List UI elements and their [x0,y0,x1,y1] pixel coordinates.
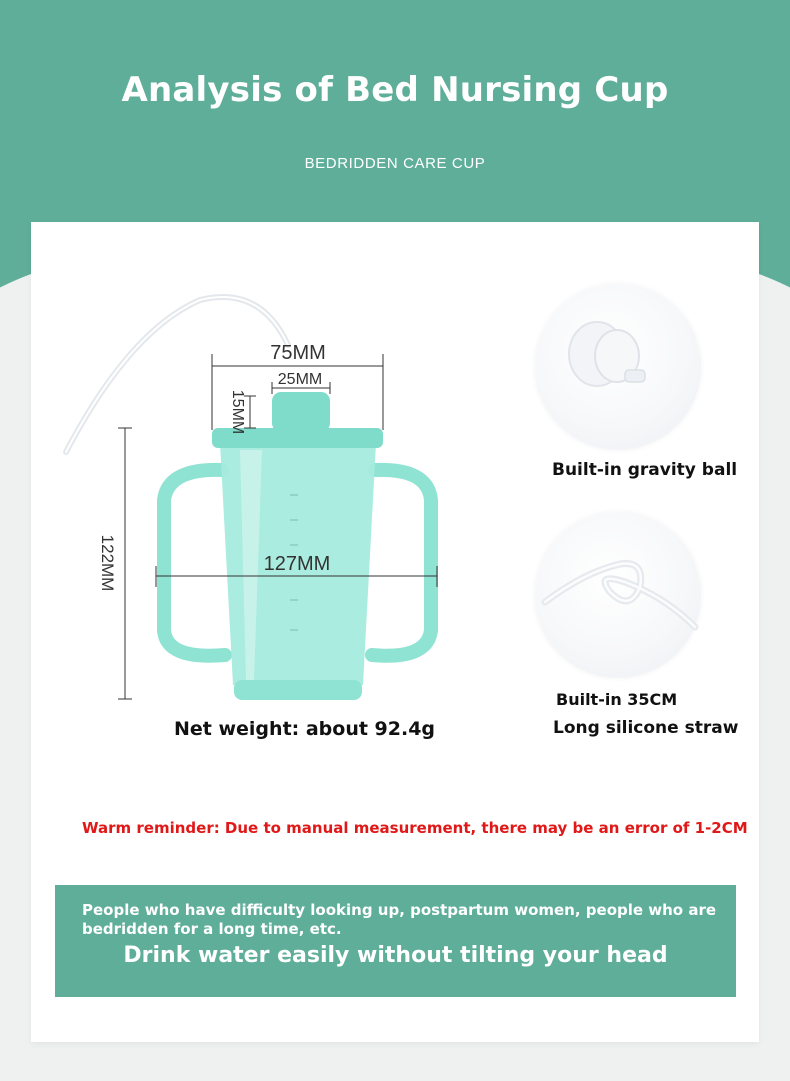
straw-label-line1: Built-in 35CM [556,690,678,709]
left-handle [164,470,225,656]
banner-headline: Drink water easily without tilting your head [123,943,668,968]
net-weight: Net weight: about 92.4g [174,718,436,740]
warm-reminder: Warm reminder: Due to manual measurement, there may be an error of 1-2CM [82,819,748,837]
info-banner [55,885,736,997]
page-title: Analysis of Bed Nursing Cup [121,70,669,110]
gravity-ball-image [535,284,701,450]
cup-base [234,680,362,700]
banner-audience: People who have difficulty looking up, postpartum women, people who are bedridden for a long time, etc. [82,901,717,938]
cup-spout [272,392,330,432]
dim-total-width: 127MM [263,553,331,575]
dim-spout-height: 15MM [229,389,246,435]
straw-label-line2: Long silicone straw [553,718,739,738]
dim-top-width: 75MM [270,342,326,364]
right-handle [372,470,431,656]
gravity-ball-label: Built-in gravity ball [552,460,738,480]
straw-image [535,512,701,678]
dim-height: 122MM [98,534,117,592]
dim-spout-width: 25MM [277,371,323,388]
page-subtitle: BEDRIDDEN CARE CUP [304,155,486,172]
